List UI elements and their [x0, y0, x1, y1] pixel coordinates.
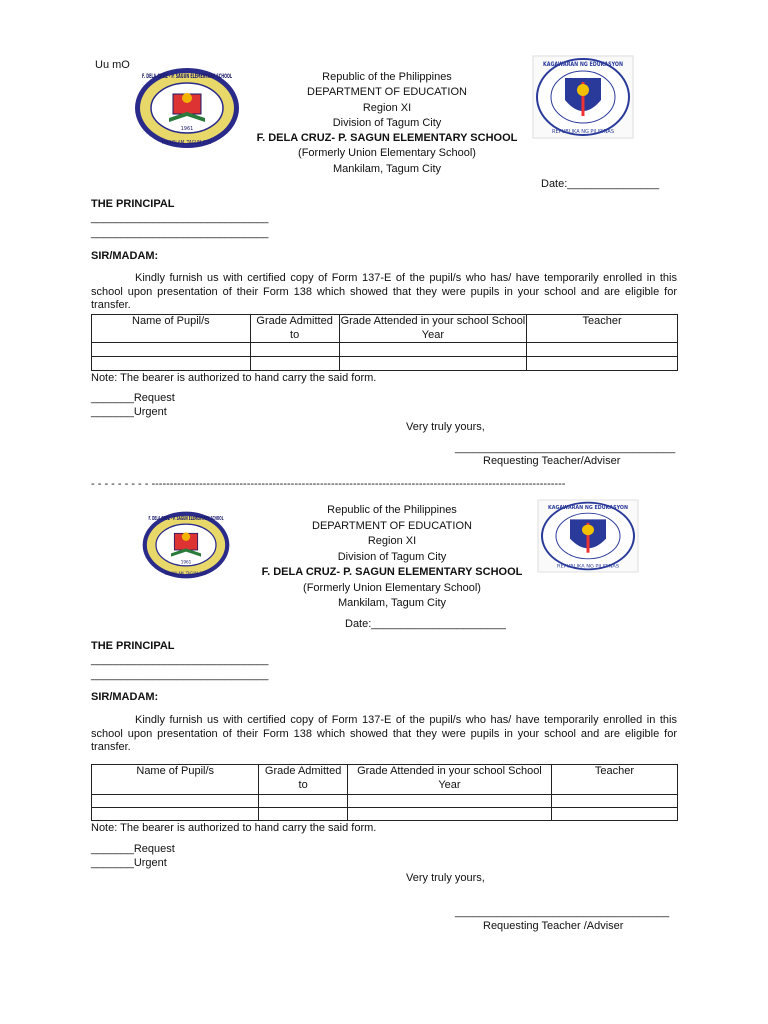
- header-line-1: Republic of the Philippines: [322, 71, 452, 83]
- addressee: THE PRINCIPAL: [91, 640, 175, 652]
- seal-bottom-text: MANKILAM, TAGUM CITY: [165, 571, 208, 576]
- urgent-checkbox-line[interactable]: _______Urgent: [91, 857, 167, 869]
- seal-ring-text: F. DELA CRUZ - P. SAGUN ELEMENTARY SCHOOL: [142, 72, 232, 80]
- bearer-note: Note: The bearer is authorized to hand carry the said form.: [91, 372, 377, 384]
- header-grade-admitted: Grade Admitted to: [250, 315, 339, 343]
- cut-separator: - - - - - - - - - -----------------------------------------------------------------------------------------------------------------: [91, 478, 566, 490]
- seal-year: 1961: [180, 559, 192, 565]
- request-paragraph-text: Kindly furnish us with certified copy of Form 137-E of the pupil/s who has/ have temporarily enrolled in this school upon presentation of their Form 138 which showed that they were pupils in your school and are eligible for transfer.: [91, 714, 677, 754]
- header-line-2: DEPARTMENT OF EDUCATION: [307, 86, 467, 99]
- closing: Very truly yours,: [406, 872, 485, 884]
- bearer-note: Note: The bearer is authorized to hand carry the said form.: [91, 822, 377, 834]
- letter-header: [232, 70, 542, 177]
- table-row[interactable]: [92, 343, 678, 357]
- header-teacher: Teacher: [527, 315, 678, 343]
- school-seal-logo: [139, 510, 233, 580]
- header-line-3: Region XI: [362, 101, 412, 114]
- deped-seal-logo: [533, 56, 633, 138]
- table-row[interactable]: [92, 808, 678, 821]
- address-line-2[interactable]: _____________________________: [91, 669, 269, 681]
- school-seal-logo: [133, 66, 241, 150]
- seal-year: 1961: [180, 126, 194, 132]
- signature-line[interactable]: ____________________________________: [455, 442, 676, 454]
- header-line-1: Republic of the Philippines: [327, 504, 457, 516]
- table-header-row: [92, 765, 678, 795]
- letter-header: [237, 503, 547, 612]
- header-line-3: Region XI: [367, 535, 417, 547]
- address-line-1[interactable]: _____________________________: [91, 212, 269, 224]
- table-row[interactable]: [92, 357, 678, 371]
- header-line-6: (Formerly Union Elementary School): [298, 147, 476, 160]
- corner-note: Uu mO: [95, 59, 130, 71]
- header-line-6: (Formerly Union Elementary School): [303, 581, 481, 594]
- address-line-2[interactable]: _____________________________: [91, 227, 269, 239]
- deped-bottom-text: REPUBLIKA NG PILIPINAS: [557, 564, 620, 570]
- header-grade-attended: Grade Attended in your school School Year: [340, 315, 526, 341]
- header-name-of-pupils: Name of Pupil/s: [92, 765, 259, 795]
- header-line-4: Division of Tagum City: [337, 550, 447, 563]
- pupil-table: [91, 764, 678, 821]
- address-line-1[interactable]: _____________________________: [91, 654, 269, 666]
- request-checkbox-line[interactable]: _______Request: [91, 392, 175, 404]
- pupil-table: [91, 314, 678, 371]
- urgent-checkbox-line[interactable]: _______Urgent: [91, 406, 167, 418]
- request-checkbox-line[interactable]: _______Request: [91, 843, 175, 855]
- header-line-4: Division of Tagum City: [332, 116, 442, 129]
- deped-top-text: KAGAWARAN NG EDUKASYON: [543, 61, 623, 68]
- salutation: SIR/MADAM:: [91, 250, 159, 262]
- date-field[interactable]: Date:_______________: [541, 178, 660, 190]
- salutation: SIR/MADAM:: [91, 691, 159, 703]
- date-field[interactable]: Date:______________________: [345, 618, 506, 630]
- header-name-of-pupils: Name of Pupil/s: [92, 315, 251, 343]
- header-school-name: F. DELA CRUZ- P. SAGUN ELEMENTARY SCHOOL: [261, 566, 523, 578]
- request-paragraph-text: Kindly furnish us with certified copy of Form 137-E of the pupil/s who has/ have temporarily enrolled in this school upon presentation of their Form 138 which showed that they were pupils in your school and are eligible for transfer.: [91, 272, 677, 312]
- seal-bottom-text: MANKILAM, TAGUM CITY: [162, 140, 213, 146]
- request-paragraph: [91, 714, 677, 755]
- closing: Very truly yours,: [406, 421, 485, 433]
- signatory: Requesting Teacher /Adviser: [483, 920, 624, 932]
- header-grade-attended: Grade Attended in your school School Year: [347, 765, 551, 795]
- signature-line[interactable]: ___________________________________: [455, 906, 670, 918]
- header-line-2: DEPARTMENT OF EDUCATION: [312, 519, 472, 532]
- table-header-row: [92, 315, 678, 343]
- header-school-name: F. DELA CRUZ- P. SAGUN ELEMENTARY SCHOOL: [256, 132, 518, 145]
- header-line-7: Mankilam, Tagum City: [338, 597, 446, 609]
- header-line-7: Mankilam, Tagum City: [333, 162, 441, 175]
- header-teacher: Teacher: [551, 765, 677, 795]
- deped-seal-logo: [538, 500, 638, 572]
- signatory: Requesting Teacher/Adviser: [483, 455, 621, 467]
- header-grade-admitted: Grade Admitted to: [259, 765, 347, 795]
- request-paragraph: [91, 272, 677, 313]
- table-row[interactable]: [92, 795, 678, 808]
- seal-ring-text: F. DELA CRUZ - P. SAGUN ELEMENTARY SCHOOL: [148, 516, 224, 522]
- addressee: THE PRINCIPAL: [91, 198, 175, 210]
- deped-top-text: KAGAWARAN NG EDUKASYON: [548, 505, 629, 511]
- deped-bottom-text: REPUBLIKA NG PILIPINAS: [552, 129, 614, 135]
